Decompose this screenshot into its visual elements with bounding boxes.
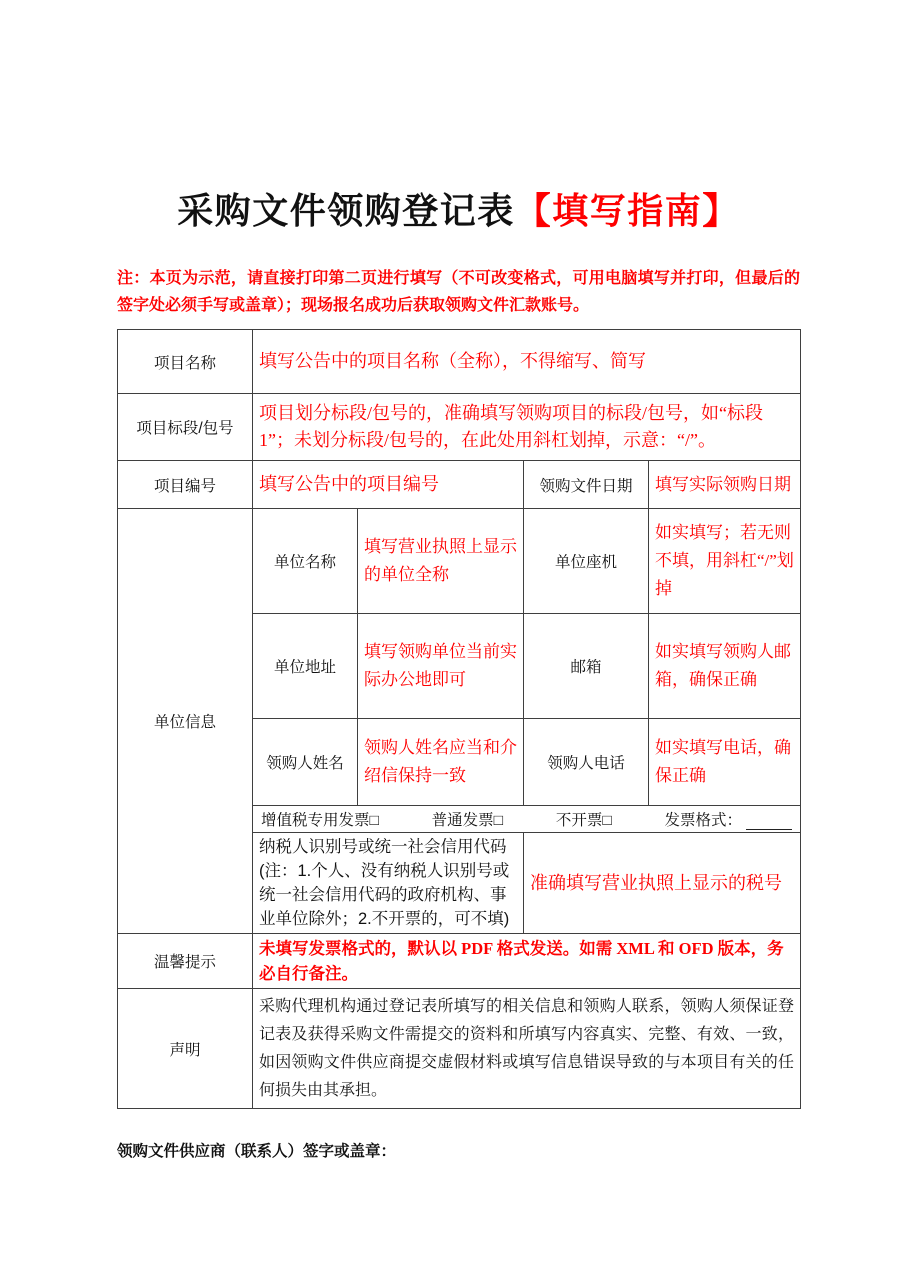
- row-project-lot: [118, 394, 801, 461]
- content-column: [117, 0, 800, 1161]
- project-name-hint: 填写公告中的项目名称（全称），不得缩写、简写: [253, 330, 801, 394]
- signature-line: 领购文件供应商（联系人）签字或盖章：: [117, 1143, 397, 1160]
- email-hint: 如实填写领购人邮箱，确保正确: [649, 614, 801, 719]
- project-no-label: 项目编号: [118, 461, 253, 509]
- row-org-name: [118, 509, 801, 614]
- row-declaration: [118, 989, 801, 1109]
- project-lot-hint: 项目划分标段/包号的，准确填写领购项目的标段/包号，如“标段1”；未划分标段/包号的，在此处用斜杠划掉，示意：“/”。: [253, 394, 801, 461]
- org-address-label: 单位地址: [253, 614, 358, 719]
- page-title: [117, 183, 800, 234]
- invoice-option-none: 不开票□: [555, 812, 612, 829]
- declaration-label: 声明: [118, 989, 253, 1109]
- row-project-name: [118, 330, 801, 394]
- row-tips: [118, 934, 801, 989]
- org-info-label: 单位信息: [118, 509, 253, 934]
- buyer-phone-hint: 如实填写电话，确保正确: [649, 719, 801, 806]
- buyer-name-hint: 领购人姓名应当和介绍信保持一致: [358, 719, 524, 806]
- invoice-format: [664, 808, 792, 830]
- tax-id-hint: 准确填写营业执照上显示的税号: [524, 833, 801, 934]
- invoice-format-label: 发票格式：: [664, 812, 742, 829]
- tax-id-label: 纳税人识别号或统一社会信用代码(注：1.个人、没有纳税人识别号或统一社会信用代码的政府机构、事业单位除外；2.不开票的，可不填): [253, 833, 524, 934]
- invoice-options: [259, 808, 794, 830]
- project-lot-label: 项目标段/包号: [118, 394, 253, 461]
- tips-label: 温馨提示: [118, 934, 253, 989]
- org-name-label: 单位名称: [253, 509, 358, 614]
- org-landline-hint: 如实填写；若无则不填，用斜杠“/”划掉: [649, 509, 801, 614]
- tips-hint: 未填写发票格式的，默认以 PDF 格式发送。如需 XML 和 OFD 版本，务必自行备注。: [253, 934, 801, 989]
- row-project-no: [118, 461, 801, 509]
- invoice-option-ordinary: 普通发票□: [431, 812, 504, 829]
- buyer-phone-label: 领购人电话: [524, 719, 649, 806]
- page-title-main: 采购文件领购登记表: [177, 191, 515, 231]
- org-address-hint: 填写领购单位当前实际办公地即可: [358, 614, 524, 719]
- project-name-label: 项目名称: [118, 330, 253, 394]
- invoice-option-vat: 增值税专用发票□: [261, 812, 379, 829]
- email-label: 邮箱: [524, 614, 649, 719]
- project-no-hint: 填写公告中的项目编号: [253, 461, 524, 509]
- registration-guide-table: [117, 329, 801, 1109]
- page-title-guide-tag: 【填写指南】: [514, 191, 740, 231]
- purchase-date-label: 领购文件日期: [524, 461, 649, 509]
- org-landline-label: 单位座机: [524, 509, 649, 614]
- buyer-name-label: 领购人姓名: [253, 719, 358, 806]
- invoice-type-cell: [253, 806, 801, 833]
- org-name-hint: 填写营业执照上显示的单位全称: [358, 509, 524, 614]
- instruction-note: 注：本页为示范，请直接打印第二页进行填写（不可改变格式，可用电脑填写并打印，但最后的签字处必须手写或盖章）；现场报名成功后获取领购文件汇款账号。: [117, 270, 800, 314]
- invoice-format-underline: [746, 814, 792, 830]
- purchase-date-hint: 填写实际领购日期: [649, 461, 801, 509]
- declaration-text: 采购代理机构通过登记表所填写的相关信息和领购人联系，领购人须保证登记表及获得采购文件需提交的资料和所填写内容真实、完整、有效、一致，如因领购文件供应商提交虚假材料或填写信息错误导致的与本项目有关的任何损失由其承担。: [253, 989, 801, 1109]
